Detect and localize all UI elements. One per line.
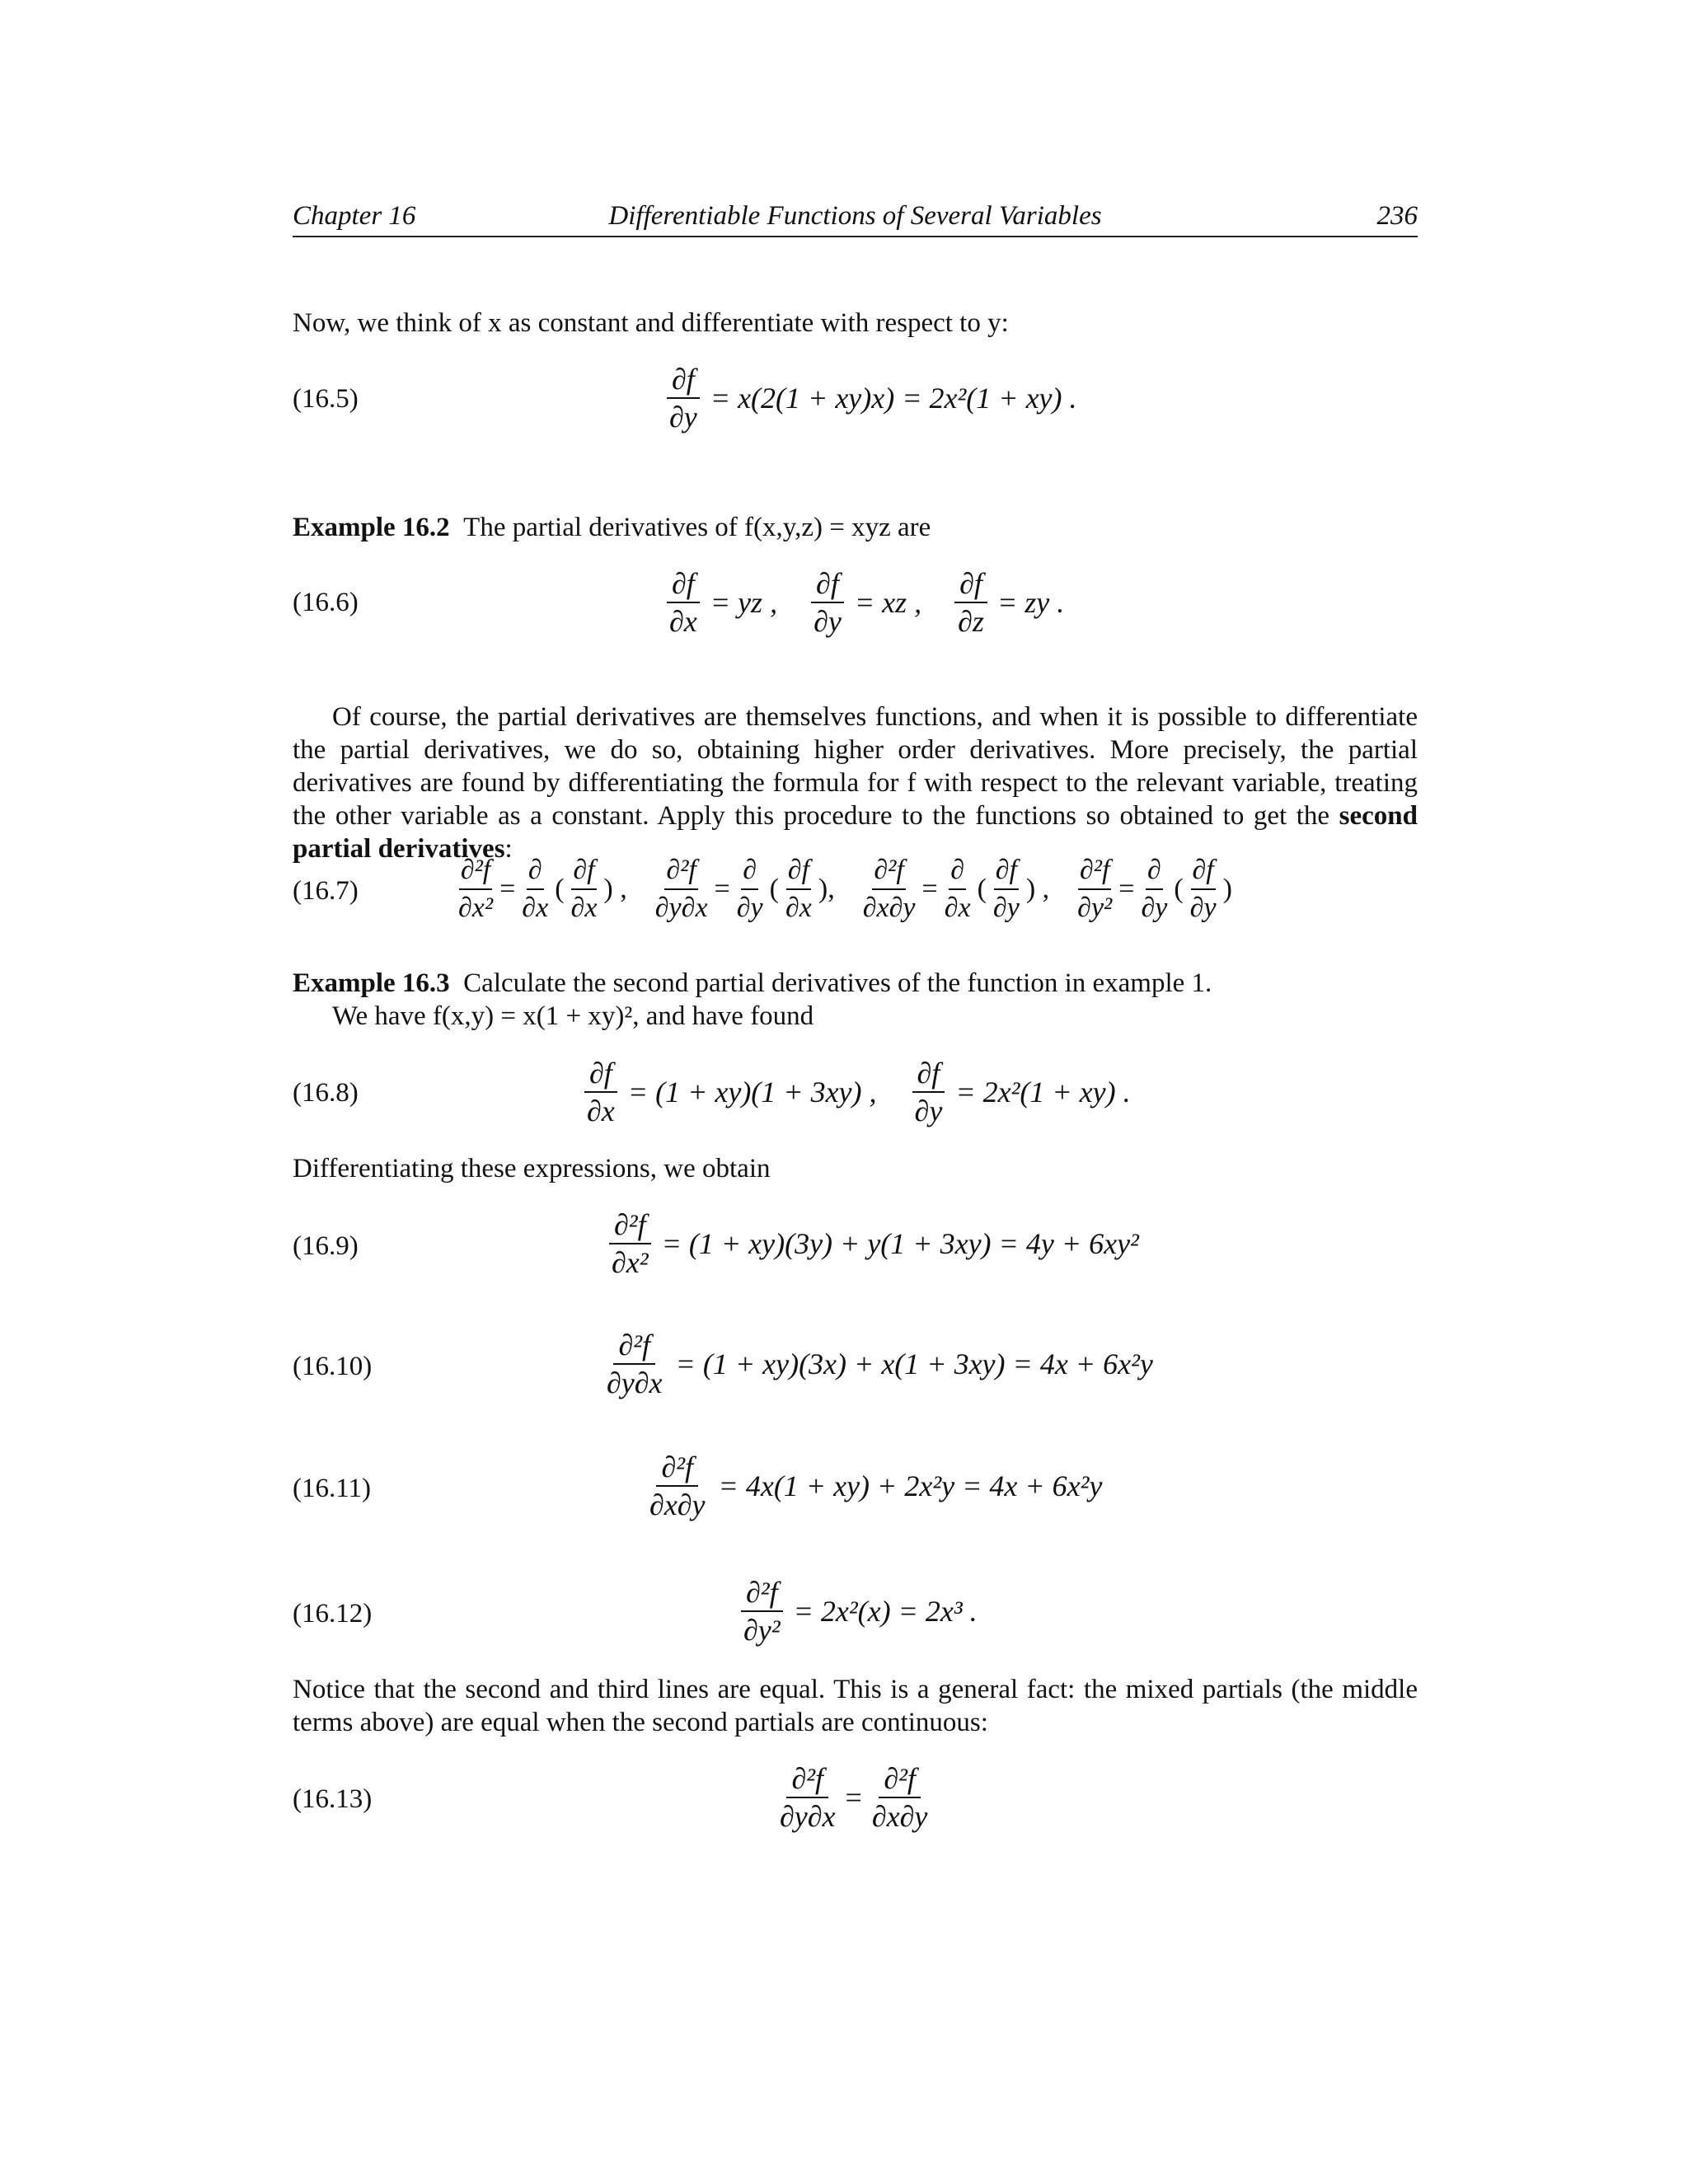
equation-16-11: $\frac{\text{∂²f}}{\partial x\partial y}$ = 4x(1 + xy) + 2x²y = 4x + 6x²y [649, 1451, 1103, 1521]
equation-16-10: $\frac{\text{∂²f}}{\partial y\partial x}$ = (1 + xy)(3x) + x(1 + 3xy) = 4x + 6x²y [607, 1329, 1153, 1399]
example-16-3: Example 16.3 Calculate the second partial derivatives of the function in example 1. [293, 968, 1212, 998]
page-number: 236 [1376, 201, 1418, 231]
example-16-2 [293, 511, 1418, 544]
example-label: Example 16.3 [293, 968, 450, 998]
example-text: The partial derivatives of f(x,y,z) = xyz are [463, 513, 931, 542]
chapter-title: Differentiable Functions of Several Variables [608, 201, 1102, 231]
notice-text: Notice that the second and third lines are equal. This is a general fact: the mixed partials (the middle terms above) are equal when the second partials are continuous: [293, 1675, 1418, 1737]
equation-16-7: $\frac{\text{∂²f}}{\text{∂x²}}$ = $\frac{\partial}{\partial x}$ ( $\frac{\partial f}{\partial x}$ ) , $\frac{\text{∂²f}}{\partial y\partial x}$ = $\frac{\partial}{\partial y}$ ( $\frac{\partial f}{\partial x}$ ), $\frac{\text{∂²f}}{\partial x\partial y}$ = $\frac{\partial}{\partial x}$ ( $\frac{\partial f}{\partial y}$ ) , $\frac{\text{∂²f}}{\text{∂y²}}$ = $\frac{\partial}{\partial y}$ ( $\frac{\partial f}{\partial y}$ ) [458, 855, 1232, 923]
running-header [293, 198, 1418, 237]
example-16-3-line2: We have f(x,y) = x(1 + xy)², and have found [332, 1001, 814, 1031]
equation-label: (16.8) [293, 1078, 359, 1108]
equation-label: (16.9) [293, 1231, 359, 1261]
equation-16-5: $\frac{\partial f}{\partial y}$ = x(2(1 + xy)x) = 2x²(1 + xy) . [659, 363, 1081, 434]
equation-label: (16.7) [293, 876, 359, 906]
equation-label: (16.6) [293, 588, 359, 617]
fraction: $\frac{\partial f}{\partial y}$ [664, 363, 702, 434]
equation-label: (16.11) [293, 1474, 372, 1503]
equation-16-9: $\frac{\text{∂²f}}{\text{∂x²}}$ = (1 + xy)(3y) + y(1 + 3xy) = 4y + 6xy² [602, 1208, 1142, 1279]
equation-label: (16.13) [293, 1784, 373, 1814]
equation-label: (16.5) [293, 384, 359, 414]
paragraph-second-partials: Of course, the partial derivatives are themselves functions, and when it is possible to differentiate the partial derivatives, we do so, obtaining higher order derivatives. More precisely, the partial derivatives are found by differentiating the formula for f with respect to the relevant variable, treating the other variable as a constant. Apply this procedure to the functions so obtained to get the second partial derivatives: [293, 702, 1418, 864]
equation-16-6: $\frac{\partial f}{\partial x}$ = yz , $\frac{\partial f}{\partial y}$ = xz , $\frac{\partial f}{\partial z}$ = zy . [659, 567, 1067, 638]
equation-16-13: $\frac{\text{∂²f}}{\partial y\partial x}$ = $\frac{\text{∂²f}}{\partial x\partial y}$ [780, 1762, 928, 1833]
intro-text: Now, we think of x as constant and differentiate with respect to y: [293, 308, 1009, 338]
chapter-label: Chapter 16 [293, 201, 416, 231]
equation-label: (16.10) [293, 1352, 373, 1381]
differentiating-text: Differentiating these expressions, we obtain [293, 1154, 771, 1183]
equation-16-12: $\frac{\text{∂²f}}{\text{∂y²}}$ = 2x²(x) = 2x³ . [734, 1576, 981, 1647]
example-label: Example 16.2 [293, 513, 450, 542]
equation-label: (16.12) [293, 1599, 373, 1629]
equation-16-8: $\frac{\partial f}{\partial x}$ = (1 + xy)(1 + 3xy) , $\frac{\partial f}{\partial y}$ = 2x²(1 + xy) . [577, 1057, 1134, 1127]
